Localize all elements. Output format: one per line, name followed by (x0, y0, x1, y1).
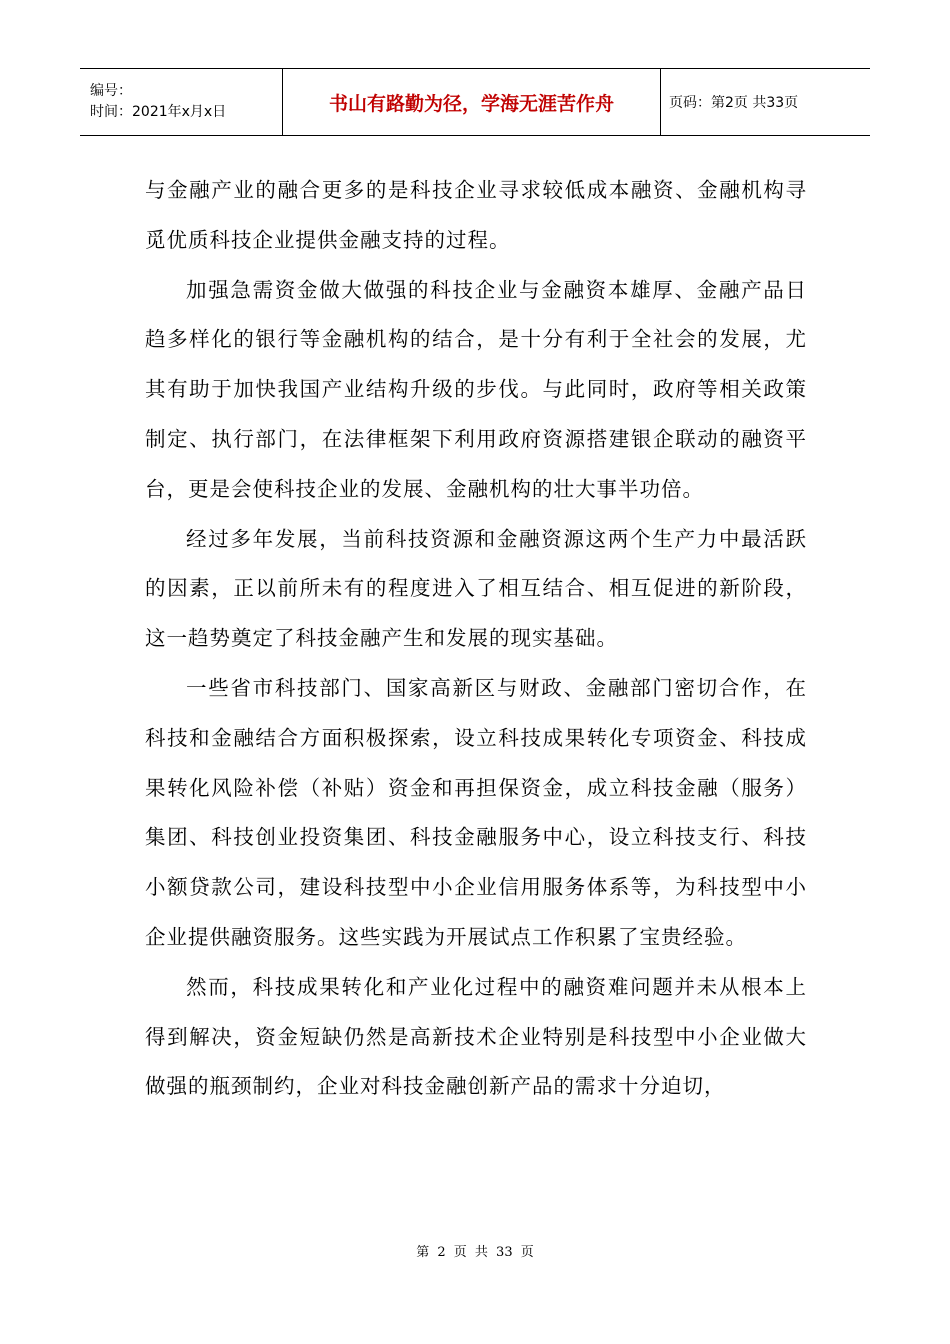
paragraph-5: 然而，科技成果转化和产业化过程中的融资难问题并未从根本上得到解决，资金短缺仍然是高新技术企业特别是科技型中小企业做大做强的瓶颈制约，企业对科技金融创新产品的需求十分迫切， (145, 974, 807, 1099)
paragraph-4: 一些省市科技部门、国家高新区与财政、金融部门密切合作，在科技和金融结合方面积极探索，设立科技成果转化专项资金、科技成果转化风险补偿（补贴）资金和再担保资金，成立科技金融（服务）集团、科技创业投资集团、科技金融服务中心，设立科技支行、科技小额贷款公司，建设科技型中小企业信用服务体系等，为科技型中小企业提供融资服务。这些实践为开展试点工作积累了宝贵经验。 (145, 675, 807, 949)
page-info-text: 页码：第2页 共33页 (669, 95, 799, 111)
paragraph-2: 加强急需资金做大做强的科技企业与金融资本雄厚、金融产品日趋多样化的银行等金融机构的结合，是十分有利于全社会的发展，尤其有助于加快我国产业结构升级的步伐。与此同时，政府等相关政策制定、执行部门，在法律框架下利用政府资源搭建银企联动的融资平台，更是会使科技企业的发展、金融机构的壮大事半功倍。 (145, 277, 807, 501)
paragraph-1: 与金融产业的融合更多的是科技企业寻求较低成本融资、金融机构寻觅优质科技企业提供金融支持的过程。 (145, 178, 807, 252)
page-footer (0, 1241, 950, 1260)
document-number-label: 编号： (90, 83, 132, 99)
header-page-info (661, 69, 870, 135)
page-header (80, 68, 870, 136)
header-meta (80, 69, 283, 135)
header-motto (283, 69, 661, 135)
paragraph-3: 经过多年发展，当前科技资源和金融资源这两个生产力中最活跃的因素，正以前所未有的程度进入了相互结合、相互促进的新阶段，这一趋势奠定了科技金融产生和发展的现实基础。 (145, 526, 807, 651)
motto-text: 书山有路勤为径，学海无涯苦作舟 (328, 92, 614, 115)
document-body (145, 166, 807, 1112)
footer-page-number: 第 2 页 共 33 页 (416, 1245, 534, 1260)
document-date: 时间：2021年x月x日 (90, 104, 227, 120)
